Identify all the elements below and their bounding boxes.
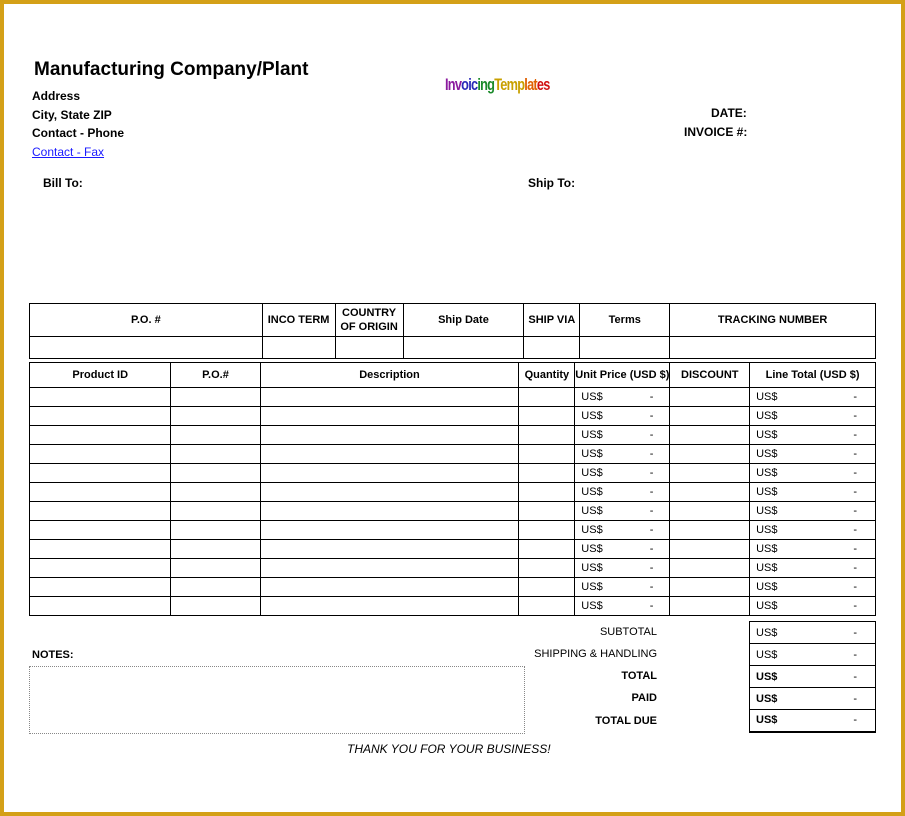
item-po-cell[interactable] bbox=[171, 388, 260, 407]
line-total-cell[interactable] bbox=[750, 521, 876, 540]
company-address: Address bbox=[32, 89, 81, 103]
description-cell[interactable] bbox=[260, 502, 519, 521]
header-po: P.O. # bbox=[30, 304, 263, 337]
tracking-input-cell[interactable] bbox=[670, 337, 876, 359]
currency: US$ bbox=[756, 670, 778, 683]
description-cell[interactable] bbox=[260, 388, 519, 407]
table-row bbox=[30, 483, 876, 502]
paid-label: PAID bbox=[631, 692, 657, 704]
currency: US$ bbox=[581, 543, 603, 555]
amount: - bbox=[649, 429, 654, 441]
discount-cell[interactable] bbox=[670, 521, 750, 540]
amount: - bbox=[853, 543, 857, 555]
po-input-cell[interactable] bbox=[30, 337, 263, 359]
currency: US$ bbox=[581, 486, 603, 498]
product-id-cell[interactable] bbox=[30, 521, 171, 540]
header-terms: Terms bbox=[580, 304, 670, 337]
item-po-cell[interactable] bbox=[171, 559, 260, 578]
header-quantity: Quantity bbox=[519, 363, 575, 388]
product-id-cell[interactable] bbox=[30, 597, 171, 616]
amount: - bbox=[649, 600, 654, 612]
notes-label: NOTES: bbox=[32, 649, 74, 661]
discount-cell[interactable] bbox=[670, 407, 750, 426]
discount-cell[interactable] bbox=[670, 502, 750, 521]
discount-cell[interactable] bbox=[670, 445, 750, 464]
currency: US$ bbox=[756, 467, 778, 479]
date-label: DATE: bbox=[711, 106, 747, 120]
line-total-cell[interactable] bbox=[750, 540, 876, 559]
table-row bbox=[30, 426, 876, 445]
ship-to-label: Ship To: bbox=[528, 176, 576, 190]
description-cell[interactable] bbox=[260, 540, 519, 559]
currency: US$ bbox=[756, 486, 778, 498]
currency: US$ bbox=[756, 648, 778, 661]
bill-to-label: Bill To: bbox=[43, 176, 83, 190]
currency: US$ bbox=[756, 391, 778, 403]
product-id-cell[interactable] bbox=[30, 426, 171, 445]
line-total-cell[interactable] bbox=[750, 426, 876, 445]
product-id-cell[interactable] bbox=[30, 464, 171, 483]
amount: - bbox=[649, 486, 654, 498]
country-line2: OF ORIGIN bbox=[340, 321, 398, 333]
header-description: Description bbox=[260, 363, 519, 388]
currency: US$ bbox=[756, 562, 778, 574]
description-cell[interactable] bbox=[260, 483, 519, 502]
subtotal-cell bbox=[750, 622, 876, 644]
table-row bbox=[30, 388, 876, 407]
amount: - bbox=[649, 543, 654, 555]
quantity-cell[interactable] bbox=[519, 483, 575, 502]
currency: US$ bbox=[756, 448, 778, 460]
product-id-cell[interactable] bbox=[30, 540, 171, 559]
currency: US$ bbox=[756, 505, 778, 517]
item-po-cell[interactable] bbox=[171, 521, 260, 540]
thank-you-message: THANK YOU FOR YOUR BUSINESS! bbox=[347, 742, 551, 756]
table-row bbox=[30, 464, 876, 483]
header-item-po: P.O.# bbox=[171, 363, 260, 388]
total-cell bbox=[750, 666, 876, 688]
amount: - bbox=[649, 581, 654, 593]
unit-price-cell[interactable] bbox=[575, 388, 670, 407]
table-row bbox=[30, 502, 876, 521]
currency: US$ bbox=[581, 505, 603, 517]
amount: - bbox=[649, 562, 654, 574]
unit-price-cell[interactable] bbox=[575, 426, 670, 445]
total-due-label: TOTAL DUE bbox=[595, 715, 657, 727]
product-id-cell[interactable] bbox=[30, 559, 171, 578]
item-po-cell[interactable] bbox=[171, 540, 260, 559]
quantity-cell[interactable] bbox=[519, 464, 575, 483]
amount: - bbox=[853, 486, 857, 498]
company-phone: Contact - Phone bbox=[32, 126, 124, 140]
unit-price-cell[interactable] bbox=[575, 502, 670, 521]
amount: - bbox=[853, 467, 857, 479]
currency: US$ bbox=[581, 448, 603, 460]
ship-date-input-cell[interactable] bbox=[403, 337, 524, 359]
currency: US$ bbox=[581, 391, 603, 403]
currency: US$ bbox=[756, 581, 778, 593]
discount-cell[interactable] bbox=[670, 578, 750, 597]
currency: US$ bbox=[756, 600, 778, 612]
quantity-cell[interactable] bbox=[519, 559, 575, 578]
discount-cell[interactable] bbox=[670, 483, 750, 502]
summary-table bbox=[749, 621, 876, 733]
header-discount: DISCOUNT bbox=[670, 363, 750, 388]
company-name: Manufacturing Company/Plant bbox=[34, 59, 309, 80]
quantity-cell[interactable] bbox=[519, 521, 575, 540]
discount-cell[interactable] bbox=[670, 464, 750, 483]
line-total-cell[interactable] bbox=[750, 483, 876, 502]
unit-price-cell[interactable] bbox=[575, 559, 670, 578]
amount: - bbox=[853, 581, 857, 593]
currency: US$ bbox=[581, 429, 603, 441]
subtotal-label: SUBTOTAL bbox=[599, 626, 657, 638]
item-po-cell[interactable] bbox=[171, 502, 260, 521]
line-total-cell[interactable] bbox=[750, 388, 876, 407]
terms-input-cell[interactable] bbox=[580, 337, 670, 359]
unit-price-cell[interactable] bbox=[575, 597, 670, 616]
currency: US$ bbox=[756, 714, 778, 727]
unit-price-cell[interactable] bbox=[575, 407, 670, 426]
quantity-cell[interactable] bbox=[519, 407, 575, 426]
shipping-cell bbox=[750, 644, 876, 666]
inco-input-cell[interactable] bbox=[262, 337, 335, 359]
description-cell[interactable] bbox=[260, 521, 519, 540]
invoice-number-label: INVOICE #: bbox=[684, 125, 748, 139]
table-row bbox=[30, 578, 876, 597]
header-unit-price: Unit Price (USD $) bbox=[575, 363, 670, 388]
line-total-cell[interactable] bbox=[750, 578, 876, 597]
discount-cell[interactable] bbox=[670, 540, 750, 559]
item-po-cell[interactable] bbox=[171, 483, 260, 502]
amount: - bbox=[649, 505, 654, 517]
description-cell[interactable] bbox=[260, 407, 519, 426]
total-due-cell bbox=[750, 710, 876, 732]
currency: US$ bbox=[756, 410, 778, 422]
amount: - bbox=[649, 524, 654, 536]
amount: - bbox=[853, 600, 857, 612]
quantity-cell[interactable] bbox=[519, 502, 575, 521]
header-ship-date: Ship Date bbox=[403, 304, 524, 337]
discount-cell[interactable] bbox=[670, 559, 750, 578]
table-row bbox=[30, 445, 876, 464]
currency: US$ bbox=[581, 467, 603, 479]
item-po-cell[interactable] bbox=[171, 597, 260, 616]
line-total-cell[interactable] bbox=[750, 464, 876, 483]
description-cell[interactable] bbox=[260, 464, 519, 483]
amount: - bbox=[853, 692, 857, 705]
unit-price-cell[interactable] bbox=[575, 445, 670, 464]
amount: - bbox=[853, 714, 857, 727]
quantity-cell[interactable] bbox=[519, 578, 575, 597]
header-country-of-origin bbox=[335, 304, 403, 337]
amount: - bbox=[853, 524, 857, 536]
notes-field[interactable] bbox=[29, 666, 525, 734]
country-line1: COUNTRY bbox=[342, 307, 397, 319]
unit-price-cell[interactable] bbox=[575, 521, 670, 540]
total-label: TOTAL bbox=[621, 670, 657, 682]
ship-via-input-cell[interactable] bbox=[524, 337, 580, 359]
product-id-cell[interactable] bbox=[30, 445, 171, 464]
amount: - bbox=[853, 562, 857, 574]
table-row bbox=[30, 597, 876, 616]
amount: - bbox=[649, 448, 654, 460]
currency: US$ bbox=[581, 581, 603, 593]
amount: - bbox=[853, 429, 857, 441]
country-input-cell[interactable] bbox=[335, 337, 403, 359]
company-fax-link[interactable]: Contact - Fax bbox=[32, 145, 105, 159]
quantity-cell[interactable] bbox=[519, 445, 575, 464]
quantity-cell[interactable] bbox=[519, 426, 575, 445]
shipping-info-table bbox=[29, 303, 876, 359]
amount: - bbox=[853, 670, 857, 683]
currency: US$ bbox=[756, 543, 778, 555]
amount: - bbox=[649, 391, 654, 403]
shipping-label: SHIPPING & HANDLING bbox=[534, 648, 657, 660]
description-cell[interactable] bbox=[260, 426, 519, 445]
item-po-cell[interactable] bbox=[171, 464, 260, 483]
item-po-cell[interactable] bbox=[171, 407, 260, 426]
unit-price-cell[interactable] bbox=[575, 464, 670, 483]
currency: US$ bbox=[581, 562, 603, 574]
description-cell[interactable] bbox=[260, 597, 519, 616]
amount: - bbox=[853, 410, 857, 422]
line-total-cell[interactable] bbox=[750, 502, 876, 521]
header-line-total: Line Total (USD $) bbox=[750, 363, 876, 388]
description-cell[interactable] bbox=[260, 578, 519, 597]
description-cell[interactable] bbox=[260, 559, 519, 578]
description-cell[interactable] bbox=[260, 445, 519, 464]
amount: - bbox=[853, 448, 857, 460]
table-row bbox=[30, 540, 876, 559]
line-total-cell[interactable] bbox=[750, 559, 876, 578]
discount-cell[interactable] bbox=[670, 426, 750, 445]
currency: US$ bbox=[581, 410, 603, 422]
currency: US$ bbox=[581, 600, 603, 612]
header-tracking-number: TRACKING NUMBER bbox=[670, 304, 876, 337]
unit-price-cell[interactable] bbox=[575, 540, 670, 559]
item-po-cell[interactable] bbox=[171, 445, 260, 464]
amount: - bbox=[649, 467, 654, 479]
line-total-cell[interactable] bbox=[750, 407, 876, 426]
quantity-cell[interactable] bbox=[519, 388, 575, 407]
product-id-cell[interactable] bbox=[30, 388, 171, 407]
line-total-cell[interactable] bbox=[750, 445, 876, 464]
currency: US$ bbox=[756, 524, 778, 536]
currency: US$ bbox=[581, 524, 603, 536]
table-row bbox=[30, 521, 876, 540]
currency: US$ bbox=[756, 692, 778, 705]
item-po-cell[interactable] bbox=[171, 578, 260, 597]
product-id-cell[interactable] bbox=[30, 407, 171, 426]
header-inco-term: INCO TERM bbox=[262, 304, 335, 337]
logo: InvoicingTemplates bbox=[445, 75, 550, 94]
amount: - bbox=[649, 410, 654, 422]
header-ship-via: SHIP VIA bbox=[524, 304, 580, 337]
amount: - bbox=[853, 648, 857, 661]
quantity-cell[interactable] bbox=[519, 597, 575, 616]
product-id-cell[interactable] bbox=[30, 578, 171, 597]
discount-cell[interactable] bbox=[670, 388, 750, 407]
paid-cell[interactable] bbox=[750, 688, 876, 710]
amount: - bbox=[853, 626, 857, 639]
currency: US$ bbox=[756, 429, 778, 441]
amount: - bbox=[853, 505, 857, 517]
unit-price-cell[interactable] bbox=[575, 483, 670, 502]
product-id-cell[interactable] bbox=[30, 502, 171, 521]
discount-cell[interactable] bbox=[670, 597, 750, 616]
table-row bbox=[30, 559, 876, 578]
header-product-id: Product ID bbox=[30, 363, 171, 388]
item-po-cell[interactable] bbox=[171, 426, 260, 445]
table-row bbox=[30, 407, 876, 426]
line-total-cell[interactable] bbox=[750, 597, 876, 616]
amount: - bbox=[853, 391, 857, 403]
currency: US$ bbox=[756, 626, 778, 639]
unit-price-cell[interactable] bbox=[575, 578, 670, 597]
line-items-table bbox=[29, 362, 876, 616]
quantity-cell[interactable] bbox=[519, 540, 575, 559]
company-city: City, State ZIP bbox=[32, 108, 112, 122]
product-id-cell[interactable] bbox=[30, 483, 171, 502]
